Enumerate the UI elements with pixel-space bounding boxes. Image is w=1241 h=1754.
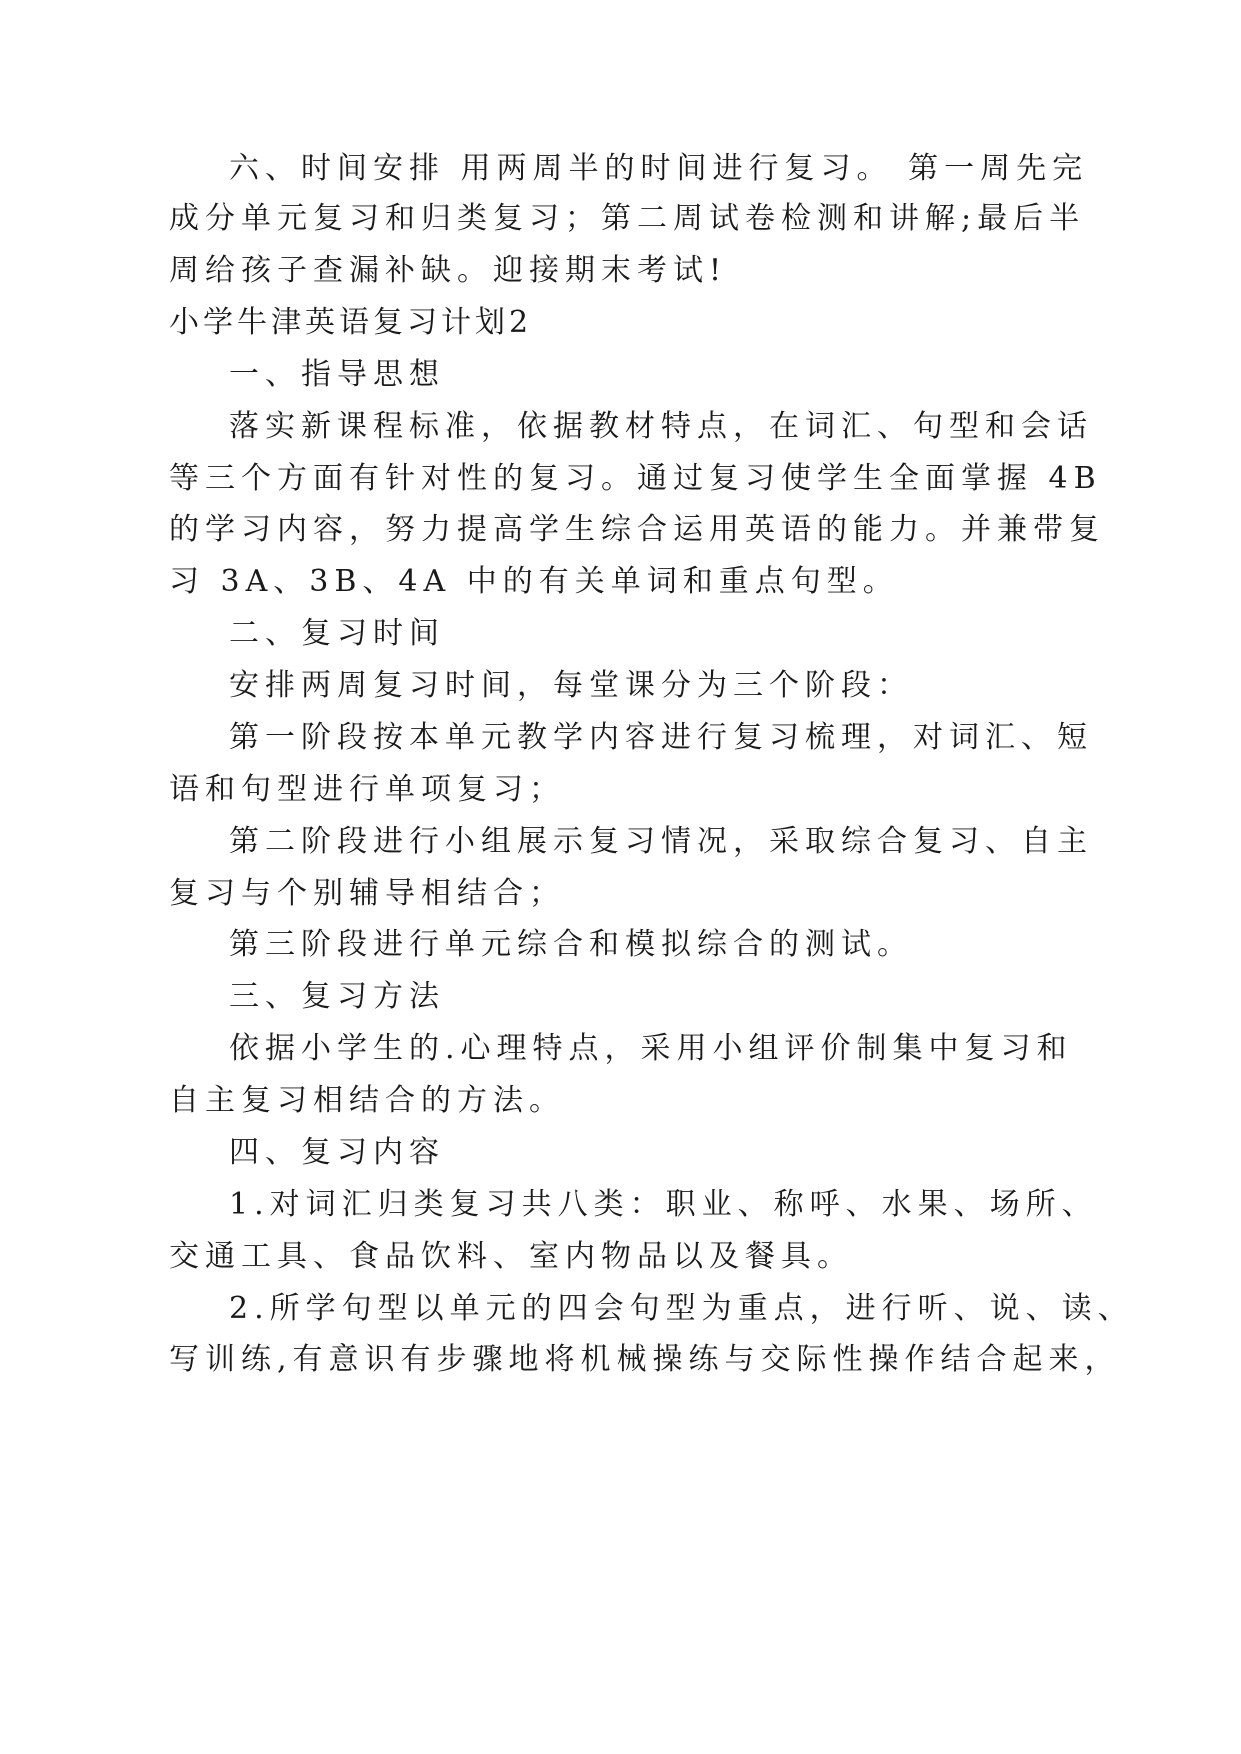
text-line: 语和句型进行单项复习； — [169, 772, 565, 807]
section-heading: 四、复习内容 — [229, 1135, 445, 1170]
text-line: 第一阶段按本单元教学内容进行复习梳理，对词汇、短 — [229, 720, 1093, 755]
text-line: 安排两周复习时间，每堂课分为三个阶段： — [229, 668, 913, 703]
text-line: 自主复习相结合的方法。 — [169, 1083, 565, 1118]
text-line: 习 3A、3B、4A 中的有关单词和重点句型。 — [169, 564, 899, 599]
text-line: 等三个方面有针对性的复习。通过复习使学生全面掌握 4B — [169, 461, 1102, 496]
text-line: 依据小学生的.心理特点，采用小组评价制集中复习和 — [229, 1031, 1073, 1066]
section-heading: 三、复习方法 — [229, 979, 445, 1014]
text-line: 成分单元复习和归类复习；第二周试卷检测和讲解;最后半 — [169, 201, 1086, 236]
text-line: 复习与个别辅导相结合； — [169, 876, 565, 911]
text-line: 写训练,有意识有步骤地将机械操练与交际性操作结合起来， — [169, 1342, 1121, 1377]
text-line: 2.所学句型以单元的四会句型为重点，进行听、说、读、 — [229, 1291, 1134, 1326]
text-line: 六、时间安排 用两周半的时间进行复习。 第一周先完 — [229, 151, 1089, 186]
document-title: 小学牛津英语复习计划2 — [169, 305, 533, 340]
section-heading: 一、指导思想 — [229, 357, 445, 392]
text-line: 周给孩子查漏补缺。迎接期末考试! — [169, 253, 728, 288]
text-line: 1.对词汇归类复习共八类：职业、称呼、水果、场所、 — [229, 1187, 1098, 1222]
text-line: 交通工具、食品饮料、室内物品以及餐具。 — [169, 1239, 853, 1274]
text-line: 落实新课程标准，依据教材特点，在词汇、句型和会话 — [229, 409, 1093, 444]
text-line: 的学习内容，努力提高学生综合运用英语的能力。并兼带复 — [169, 512, 1105, 547]
text-line: 第二阶段进行小组展示复习情况，采取综合复习、自主 — [229, 824, 1093, 859]
section-heading: 二、复习时间 — [229, 616, 445, 651]
text-line: 第三阶段进行单元综合和模拟综合的测试。 — [229, 927, 913, 962]
